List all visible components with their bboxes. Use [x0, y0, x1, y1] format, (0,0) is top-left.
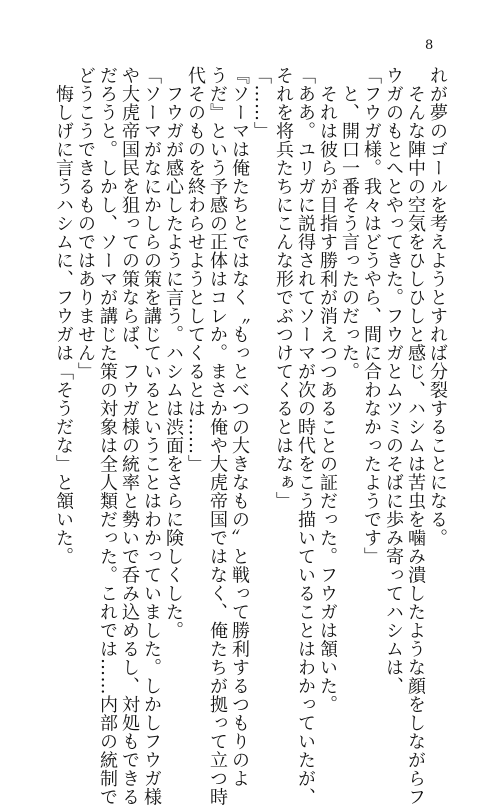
- text-line: どうこうできるものではありません」: [75, 66, 96, 381]
- text-line: と、開口一番そう言ったのだった。: [339, 66, 360, 381]
- text-line: 「フウガ様。我々はどうやら、間に合わなかったようです」: [361, 66, 382, 566]
- text-line: うだ』という予感の正体はコレか。まさか俺や大虎帝国ではなく、俺たちが拠って立つ時: [207, 66, 228, 806]
- text-line: フウガが感心したように言う。ハシムは渋面をさらに険しくした。: [163, 66, 184, 640]
- text-line: 「ソーマがなにかしらの策を講じているということはわかっていました。しかしフウガ様: [141, 66, 162, 806]
- text-line: それを将兵たちにこんな形でぶつけてくるとはなぁ」: [273, 66, 294, 510]
- text-line: れが夢のゴールを考えようとすれば分裂することになる。: [427, 66, 448, 547]
- text-line: だろうと。しかし、ソーマが講じた策の対象は全人類だった。これでは……内部の統制で: [97, 66, 118, 806]
- text-line: それは彼らが目指す勝利が消えつつあることの証だった。フウガは頷いた。: [317, 66, 338, 714]
- text-line: 「……」: [251, 66, 272, 140]
- body-text: [28, 66, 448, 806]
- text-line: 代そのものを終わらせようとしてくるとは……」: [185, 66, 206, 473]
- text-line: 悔しげに言うハシムに、フウガは「そうだな」と頷いた。: [53, 66, 74, 566]
- text-line: 「ああ。ユリガに説得されてソーマが次の時代をこう描いていることはわかっていたが、: [295, 66, 316, 806]
- text-line: 『ソーマは俺たちとではなく〝もっとべつの大きなもの〟と戦って勝利するつもりのよ: [229, 66, 250, 788]
- text-line: そんな陣中の空気をひしひしと感じ、ハシムは苦虫を噛み潰したような顔をしながらフ: [405, 66, 426, 806]
- text-line: や大虎帝国民を狙っての策ならば、フウガ様の統率と勢いで呑み込めるし、対処もできる: [119, 66, 140, 806]
- page-number: 8: [425, 38, 434, 53]
- text-line: ウガのもとへとやってきた。フウガとムツミのそばに歩み寄ってハシムは、: [383, 66, 404, 695]
